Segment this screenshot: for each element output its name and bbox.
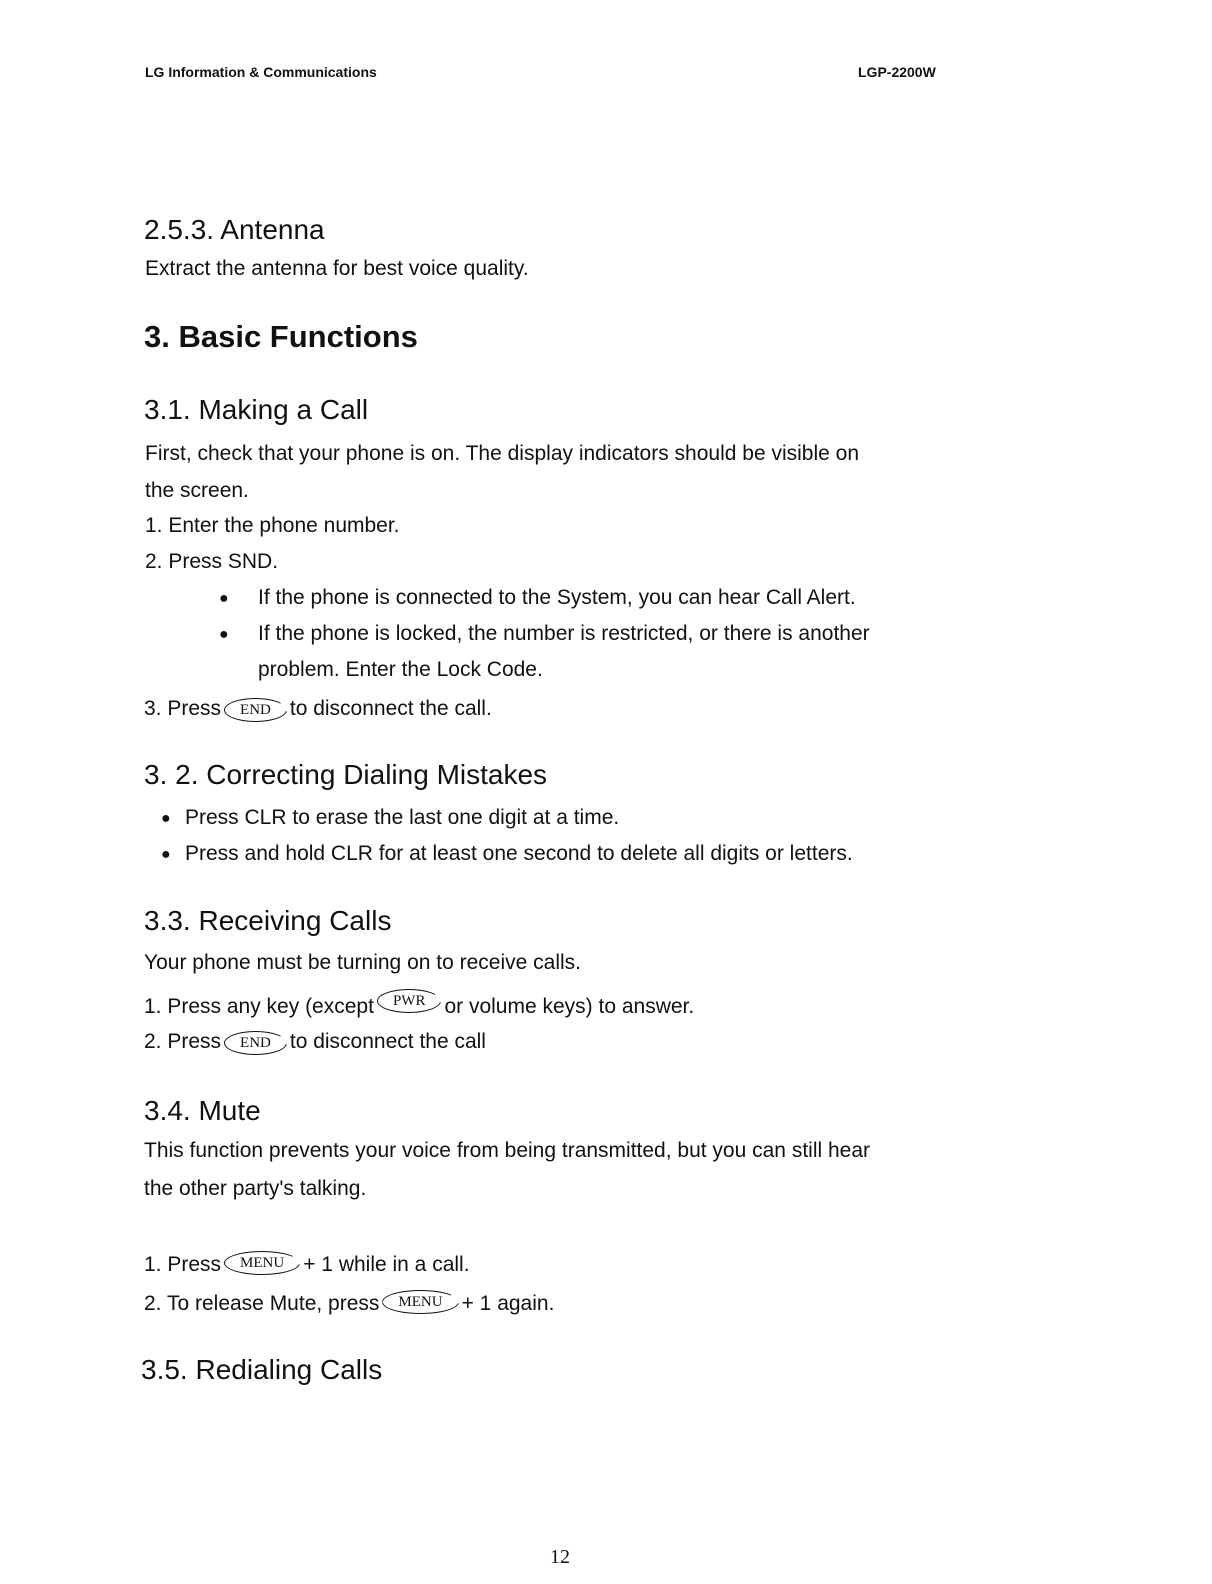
- receiving-step2: [144, 1030, 486, 1054]
- menu-key-icon: MENU: [224, 1252, 300, 1274]
- mute-step1: [144, 1252, 470, 1277]
- bullet-icon: ●: [219, 626, 229, 643]
- receiving-intro: Your phone must be turning on to receive calls.: [144, 951, 581, 974]
- receiving-heading: 3.3. Receiving Calls: [144, 905, 392, 936]
- basic-functions-heading: 3. Basic Functions: [144, 319, 418, 354]
- mute-step1-prefix: 1. Press: [144, 1253, 222, 1276]
- making-call-bullet2-line2: problem. Enter the Lock Code.: [258, 658, 543, 681]
- bullet-icon: ●: [219, 590, 229, 607]
- bullet-icon: ●: [161, 846, 171, 863]
- correcting-bullet2: Press and hold CLR for at least one second to delete all digits or letters.: [185, 842, 853, 865]
- mute-heading: 3.4. Mute: [144, 1095, 261, 1126]
- end-key-icon: END: [224, 699, 287, 721]
- mute-intro-line2: the other party's talking.: [144, 1177, 367, 1200]
- pwr-key-icon: PWR: [377, 990, 442, 1012]
- making-call-step3: [144, 697, 492, 721]
- making-call-bullet2-line1: If the phone is locked, the number is restricted, or there is another: [258, 622, 870, 645]
- header-company: LG Information & Communications: [145, 64, 377, 80]
- making-call-intro-line2: the screen.: [145, 479, 249, 502]
- header-model: LGP-2200W: [858, 64, 936, 80]
- receiving-step1: [144, 990, 694, 1019]
- receiving-step2-suffix: to disconnect the call: [289, 1030, 486, 1053]
- mute-step2-prefix: 2. To release Mute, press: [144, 1292, 380, 1315]
- antenna-heading: 2.5.3. Antenna: [144, 214, 325, 245]
- receiving-step1-suffix: or volume keys) to answer.: [444, 995, 695, 1018]
- receiving-step2-prefix: 2. Press: [144, 1030, 222, 1053]
- making-call-bullet1: If the phone is connected to the System, you can hear Call Alert.: [258, 586, 856, 609]
- making-call-step2: 2. Press SND.: [145, 550, 279, 573]
- receiving-step1-prefix: 1. Press any key (except: [144, 995, 374, 1018]
- mute-step2: [144, 1291, 554, 1316]
- antenna-text: Extract the antenna for best voice quality.: [145, 257, 529, 280]
- mute-step2-suffix: + 1 again.: [461, 1292, 555, 1315]
- making-call-intro-line1: First, check that your phone is on. The display indicators should be visible on: [145, 442, 859, 465]
- redialing-heading: 3.5. Redialing Calls: [141, 1354, 383, 1385]
- step3-prefix: 3. Press: [144, 697, 222, 720]
- making-call-step1: 1. Enter the phone number.: [145, 514, 400, 537]
- menu-key-icon: MENU: [382, 1291, 458, 1313]
- correcting-bullet1: Press CLR to erase the last one digit at a time.: [185, 806, 620, 829]
- correcting-heading: 3. 2. Correcting Dialing Mistakes: [144, 759, 548, 790]
- mute-intro-line1: This function prevents your voice from being transmitted, but you can still hear: [144, 1139, 871, 1162]
- making-call-heading: 3.1. Making a Call: [144, 394, 369, 425]
- end-key-icon: END: [224, 1032, 287, 1054]
- bullet-icon: ●: [161, 810, 171, 827]
- step3-suffix: to disconnect the call.: [289, 697, 492, 720]
- mute-step1-suffix: + 1 while in a call.: [303, 1253, 470, 1276]
- page-number: 12: [550, 1546, 570, 1568]
